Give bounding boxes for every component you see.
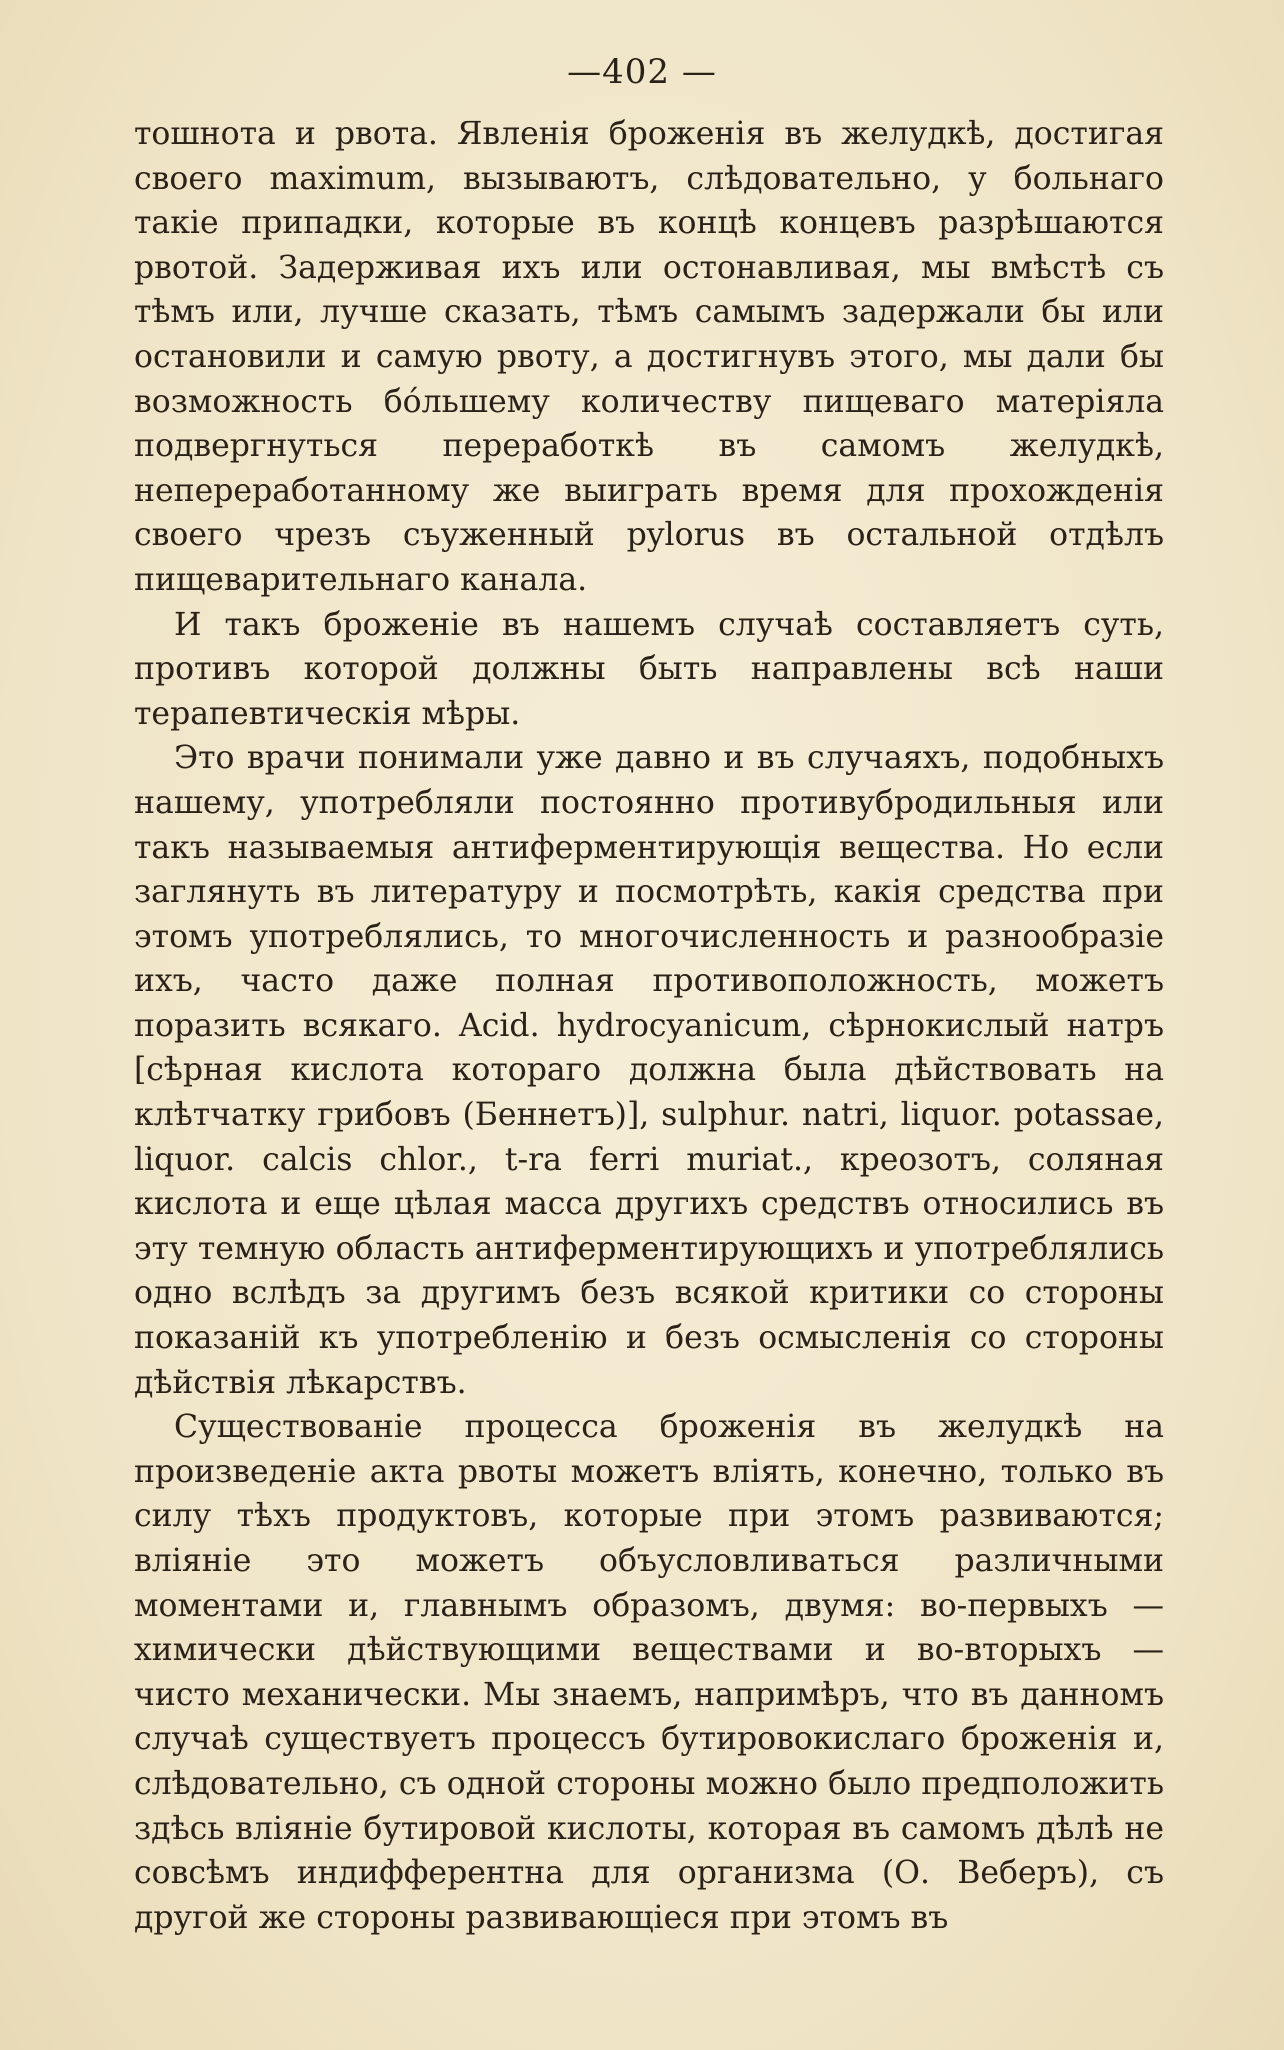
body-text xyxy=(134,112,1164,1940)
paragraph-remedies: Это врачи понимали уже давно и въ случаяхъ, подобныхъ нашему, употребляли постоянно противубродильныя или такъ называемыя антиферментирующія вещества. Но если заглянуть въ литературу и посмотрѣть, какія средства при этомъ употреблялись, то многочисленность и разнообразіе ихъ, часто даже полная противоположность, можетъ поразить всякаго. Acid. hydrocyanicum, сѣрнокислый натръ [сѣрная кислота котораго должна была дѣйствовать на клѣтчатку грибовъ (Беннетъ)], sulphur. natri, liquor. potassae, liquor. calcis chlor., t-ra ferri muriat., креозотъ, соляная кислота и еще цѣлая масса другихъ средствъ относились въ эту темную область антиферментирующихъ и употреблялись одно вслѣдъ за другимъ безъ всякой критики со стороны показаній къ употребленію и безъ осмысленія со стороны дѣйствія лѣкарствъ. xyxy=(134,740,1164,1401)
page-number: —402 — xyxy=(567,52,717,92)
paragraph-continuation: тошнота и рвота. Явленія броженія въ желудкѣ, достигая своего maximum, вызываютъ, слѣдовательно, у больнаго такіе припадки, которые въ концѣ концевъ разрѣшаются рвотой. Задерживая ихъ или остонавливая, мы вмѣстѣ съ тѣмъ или, лучше сказать, тѣмъ самымъ задержали бы или остановили и самую рвоту, а достигнувъ этого, мы дали бы возможность бо́льшему количеству пищеваго матеріяла подвергнуться переработкѣ въ самомъ желудкѣ, непереработанному же выиграть время для прохожденія своего чрезъ съуженный pylorus въ остальной отдѣлъ пищеварительнаго канала. xyxy=(134,116,1164,598)
paragraph-vomiting-mechanism: Существованіе процесса броженія въ желудкѣ на произведеніе акта рвоты можетъ вліять, конечно, только въ силу тѣхъ продуктовъ, которые при этомъ развиваются; вліяніе это можетъ объусловливаться различными моментами и, главнымъ образомъ, двумя: во-первыхъ — химически дѣйствующими веществами и во-вторыхъ — чисто механически. Мы знаемъ, напримѣръ, что въ данномъ случаѣ существуетъ процессъ бутировокислаго броженія и, слѣдовательно, съ одной стороны можно было предположить здѣсь вліяніе бутировой кислоты, которая въ самомъ дѣлѣ не совсѣмъ индифферентна для организма (О. Веберъ), съ другой же стороны развивающіеся при этомъ въ xyxy=(134,1409,1164,1936)
paragraph-fermentation: И такъ броженіе въ нашемъ случаѣ составляетъ суть, противъ которой должны быть направлены всѣ наши терапевтическія мѣры. xyxy=(134,606,1164,732)
